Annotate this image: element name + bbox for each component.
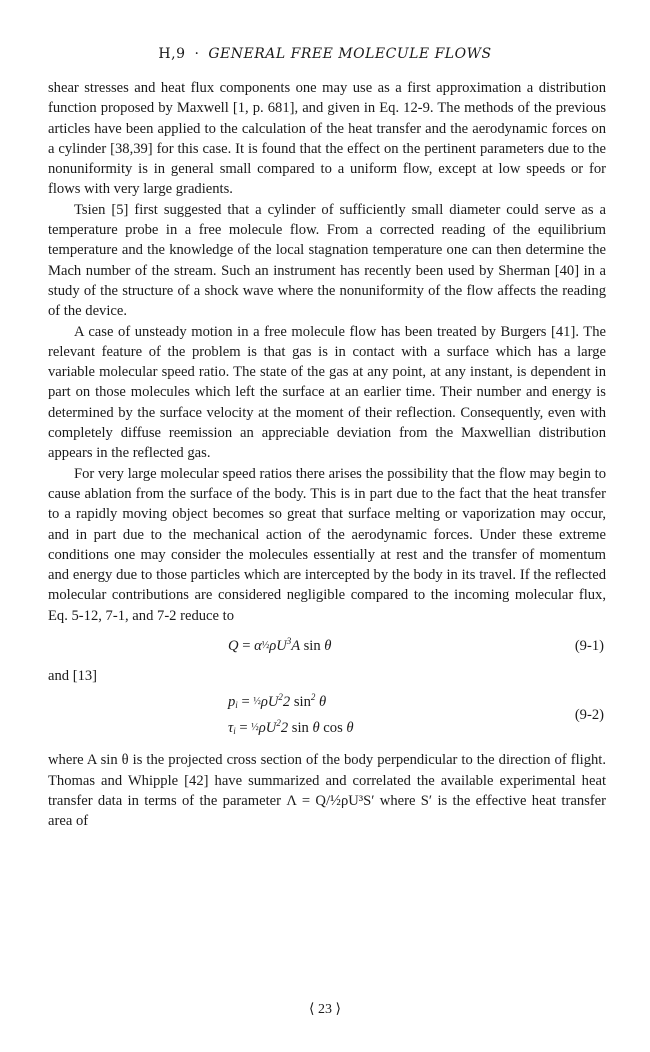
- header-separator: ·: [194, 46, 200, 62]
- and-reference: and [13]: [48, 668, 98, 685]
- paragraph-4: For very large molecular speed ratios there arises the possibility that the flow may begin to cause ablation from the surface of the body. This is in part due to the fact that the heat transfer to a rapidly moving object becomes so great that surface melting or vaporization may occur, and in part due to the mechanical action of the aerodynamic forces. Under these extreme conditions one may consider the molecules essentially at rest and the transfer of momentum and energy due to those particles which are intercepted by the body in its travel. If the reflected molecular contributions are considered negligible compared to the incoming molecular flux, Eq. 5-12, 7-1, and 7-2 reduce to: [48, 465, 606, 624]
- paragraph-3: A case of unsteady motion in a free molecule flow has been treated by Burgers [41]. The relevant feature of the problem is that gas is in contact with a surface which has a large variable molecular speed ratio. The state of the gas at any point, at any instant, is dependent in part on those molecules which left the surface at an earlier time. Their number and energy is determined by the surface velocity at the moment of their reflection. Consequently, even with completely diffuse reemission an appreciable deviation from the Maxwellian distribution appears in the reflected gas.: [48, 323, 606, 462]
- equation-9-2-shear: $\tau_i$ = $\frac{1}{2}\rho U^22$ sin θ cos θ: [228, 718, 354, 737]
- running-header: [0, 46, 650, 62]
- body-text: [48, 78, 606, 832]
- section-number: H,9: [158, 46, 186, 62]
- equation-9-2: [48, 688, 606, 750]
- page-number: ⟨ 23 ⟩: [309, 1002, 341, 1017]
- equation-9-1: [48, 626, 606, 666]
- equation-9-2-pressure: $p_i$ = $\frac{1}{2}\rho U^22$ $\sin^2 \theta$: [228, 692, 327, 711]
- equation-number-9-2: (9-2): [574, 707, 604, 724]
- closing-paragraph: where A sin θ is the projected cross section of the body perpendicular to the direction of flight. Thomas and Whipple [42] have summarized and correlated the available experimental heat transfer data in terms of the parameter Λ = Q/½ρU³S′ where S′ is the effective heat transfer area of: [48, 752, 606, 830]
- paragraph-2: Tsien [5] first suggested that a cylinder of sufficiently small diameter could serve as a temperature probe in a free molecule flow. From a corrected reading of the equilibrium temperature and the knowledge of the local stagnation temperature one can then determine the Mach number of the stream. Such an instrument has recently been used by Sherman [40] in a study of the structure of a shock wave where the nonuniformity of the flow affects the reading of the device.: [48, 201, 606, 320]
- chapter-title: GENERAL FREE MOLECULE FLOWS: [208, 46, 492, 62]
- paragraph-1: shear stresses and heat flux components one may use as a first approximation a distribution function proposed by Maxwell [1, p. 681], and given in Eq. 12-9. The methods of the previous articles have been applied to the calculation of the heat transfer and the aerodynamic forces on a cylinder [38,39] for this case. It is found that the effect on the pertinent parameters due to the nonuniformity is in general small compared to a uniform flow, except at low speeds or for flows with very large gradients.: [48, 80, 606, 198]
- equation-number-9-1: (9-1): [574, 638, 604, 655]
- equation-9-1-formula: $Q = \alpha\frac{1}{2}\rho U^3A$ sin θ: [228, 636, 332, 655]
